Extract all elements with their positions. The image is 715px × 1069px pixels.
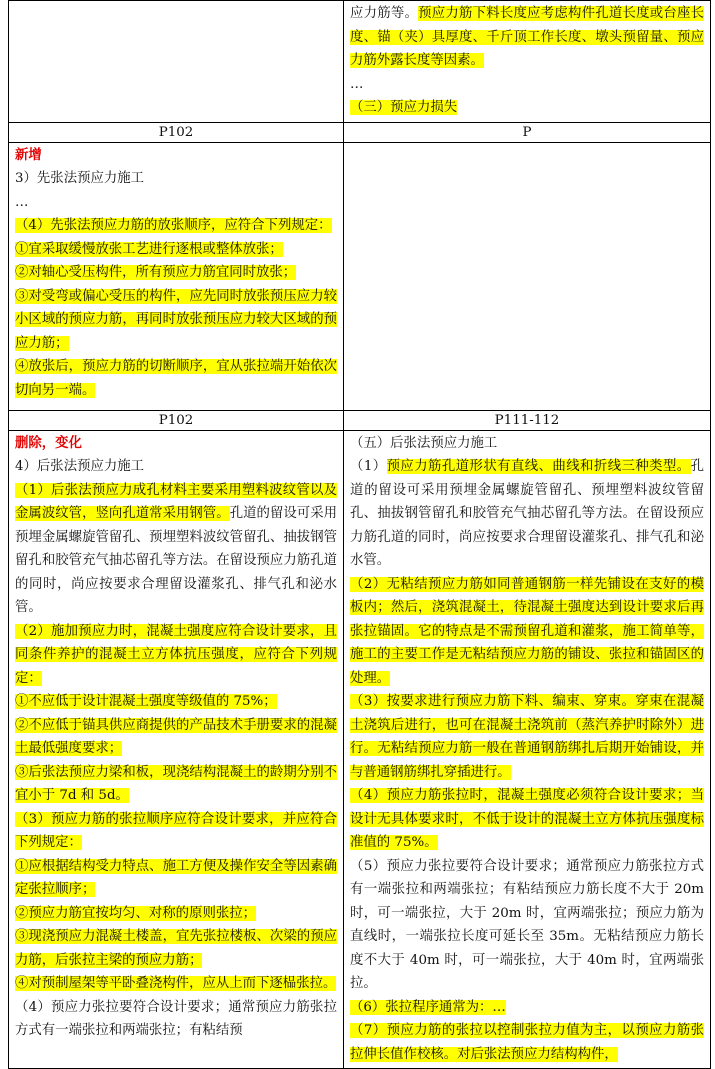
table-row: [9, 410, 711, 430]
row1-left-cell: [9, 1, 344, 123]
paragraph: [15, 855, 337, 902]
highlighted-text: （2）施加预应力时，混凝土强度应符合设计要求，且同条件养护的混凝土立方体抗压强度，应符合下列规定：: [15, 623, 337, 686]
text-segment: …: [350, 76, 364, 92]
highlighted-text: ③对受弯或偏心受压的构件，应先同时放张预压应力较小区域的预应力筋，再同时放张预压应力较大区域的预应力筋；: [15, 288, 337, 351]
paragraph: [15, 690, 337, 714]
highlighted-text: （3）预应力筋的张拉顺序应符合设计要求，并应符合下列规定：: [15, 811, 337, 850]
row2-right-cell: [344, 142, 711, 410]
highlighted-text: ①应根据结构受力特点、施工方便及操作安全等因素确定张拉顺序；: [15, 858, 337, 897]
highlighted-text: （4）预应力筋张拉时，混凝土强度必须符合设计要求；当设计无具体要求时，不低于设计的混凝土立方体抗压强度标准值的 75%。: [350, 788, 704, 850]
page-ref-right: P: [344, 122, 711, 142]
highlighted-text: ④对预制屋架等平卧叠浇构件，应从上而下逐榀张拉。: [15, 976, 337, 991]
paragraph: [15, 761, 337, 808]
highlighted-text: （2）无粘结预应力筋如同普通钢筋一样先铺设在支好的模板内；然后，浇筑混凝土，待混凝土强度达到设计要求后再张拉锚固。它的特点是不需预留孔道和灌浆，施工简单等，施工的主要工作是无粘结预应力筋的铺设、张拉和锚固区的处理。: [350, 576, 704, 686]
highlighted-text: ②不应低于锚具供应商提供的产品技术手册要求的混凝土最低强度要求；: [15, 717, 337, 756]
text-segment: （1）: [350, 459, 387, 474]
row2-left-cell: [9, 142, 344, 410]
text-segment: （4）预应力张拉要符合设计要求；通常预应力筋张拉方式有一端张拉和两端张拉；有粘结预: [15, 999, 337, 1038]
paragraph: [15, 432, 337, 456]
paragraph: [15, 191, 337, 215]
paragraph: [15, 972, 337, 996]
paragraph: [15, 167, 337, 191]
table-row: [9, 430, 711, 1069]
paragraph: [15, 238, 337, 262]
highlighted-text: （三）预应力损失: [350, 100, 458, 115]
paragraph: [15, 285, 337, 356]
highlighted-text: （4）先张法预应力筋的放张顺序，应符合下列规定：: [15, 218, 332, 233]
highlighted-text: ④放张后，预应力筋的切断顺序，宜从张拉端开始依次切向另一端。: [15, 359, 337, 398]
paragraph: [350, 432, 704, 456]
paragraph: [350, 455, 704, 573]
highlighted-text: ③后张法预应力梁和板，现浇结构混凝土的龄期分别不宜小于 7d 和 5d。: [15, 764, 337, 803]
highlighted-text: ②预应力筋宜按均匀、对称的原则张拉；: [15, 905, 257, 921]
text-segment: …: [15, 194, 29, 210]
text-segment: 孔道的留设可采用预埋金属螺旋管留孔、预埋塑料波纹管留孔、抽拔钢管留孔和胶管充气抽芯留孔等方法。在留设预应力筋孔道的同时，尚应按要求合理留设灌浆孔、排气孔和泌水管。: [350, 459, 704, 568]
text-segment: 孔道的留设可采用预埋金属螺旋管留孔、预埋塑料波纹管留孔、抽拔钢管留孔和胶管充气抽芯留孔等方法。在留设预应力筋孔道的同时，尚应按要求合理留设灌浆孔、排气孔和泌水管。: [15, 506, 338, 615]
highlighted-text: （6）张拉程序通常为：…: [350, 999, 506, 1015]
comparison-table: [8, 0, 711, 1069]
paragraph: [350, 855, 704, 996]
paragraph: [15, 620, 337, 691]
paragraph: [15, 355, 337, 402]
page-ref-right: P111-112: [344, 410, 711, 430]
highlighted-text: （7）预应力筋的张拉以控制张拉力值为主，以预应力筋张拉伸长值作校核。对后张法预应力结构构件，: [350, 1023, 704, 1062]
paragraph: [15, 479, 337, 620]
table-row: [9, 122, 711, 142]
paragraph: [15, 808, 337, 855]
row3-right-cell: [344, 430, 711, 1069]
paragraph: [15, 996, 337, 1043]
paragraph: [350, 73, 704, 97]
paragraph: [15, 902, 337, 926]
row3-left-cell: [9, 430, 344, 1069]
page-ref-left: P102: [9, 122, 344, 142]
paragraph: [350, 690, 704, 784]
change-label: 删除，变化: [15, 434, 82, 451]
text-segment: 4）后张法预应力施工: [15, 459, 145, 474]
text-segment: （5）预应力张拉要符合设计要求；通常预应力筋张拉方式有一端张拉和两端张拉；有粘结预应力筋长度不大于 20m 时，可一端张拉，大于 20m 时，宜两端张拉；预应力筋为直线时，一端张拉长度可延长至 35m。无粘结预应力筋长度不大于 40m 时，可一端张拉，大于 40m 时，宜两端张拉。: [350, 858, 704, 991]
highlighted-text: ②对轴心受压构件，所有预应力筋宜同时放张；: [15, 265, 297, 280]
paragraph: [15, 925, 337, 972]
paragraph: [350, 996, 704, 1020]
row1-right-cell: [344, 1, 711, 123]
text-segment: （五）后张法预应力施工: [350, 435, 498, 451]
change-label: 新增: [15, 146, 42, 163]
highlighted-text: 预应力筋下料长度应考虑构件孔道长度或台座长度、锚（夹）具厚度、千斤顶工作长度、墩头预留量、预应力筋外露长度等因素。: [350, 6, 705, 68]
highlighted-text: ①宜采取缓慢放张工艺进行逐根或整体放张；: [15, 241, 283, 257]
text-segment: 应力筋等。: [350, 6, 419, 21]
text-segment: 3）先张法预应力施工: [15, 171, 145, 186]
paragraph: [15, 214, 337, 238]
paragraph: [350, 2, 704, 73]
table-row: [9, 142, 711, 410]
table-row: [9, 1, 711, 123]
highlighted-text: （1）后张法预应力成孔材料主要采用塑料波纹管以及金属波纹管，竖向孔道常采用钢管。: [15, 482, 337, 521]
highlighted-text: ③现浇预应力混凝土楼盖，宜先张拉楼板、次梁的预应力筋，后张拉主梁的预应力筋；: [15, 929, 337, 968]
paragraph: [15, 714, 337, 761]
paragraph: [15, 261, 337, 285]
highlighted-text: ①不应低于设计混凝土强度等级值的 75%；: [15, 694, 277, 709]
paragraph: [350, 784, 704, 855]
paragraph: [15, 144, 337, 168]
paragraph: [350, 1019, 704, 1066]
highlighted-text: （3）按要求进行预应力筋下料、编束、穿束。穿束在混凝土浇筑后进行，也可在混凝土浇筑前（蒸汽养护时除外）进行。无粘结预应力筋一般在普通钢筋绑扎后期开始铺设，并与普通钢筋绑扎穿插进行。: [350, 694, 704, 780]
page-ref-left: P102: [9, 410, 344, 430]
paragraph: [350, 96, 704, 120]
highlighted-text: 预应力筋孔道形状有直线、曲线和折线三种类型。: [386, 459, 691, 474]
paragraph: [350, 573, 704, 691]
paragraph: [15, 455, 337, 479]
